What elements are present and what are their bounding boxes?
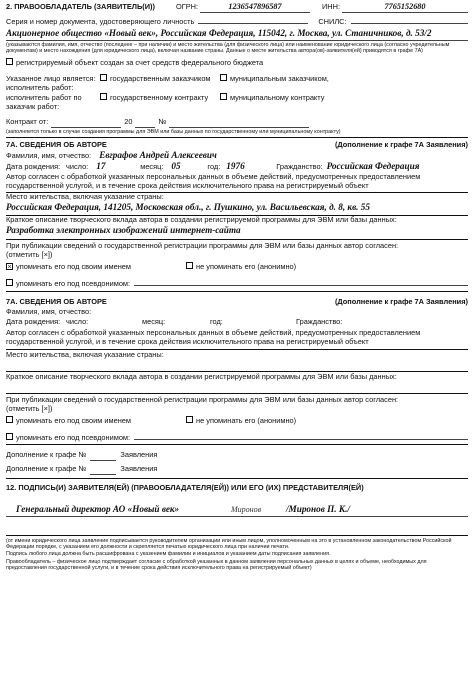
state-customer-checkbox[interactable] <box>100 74 107 81</box>
id-doc-field[interactable] <box>198 13 308 24</box>
author-name-label: Фамилия, имя, отчество: <box>6 150 92 160</box>
handwritten-signature: Миронов <box>230 505 262 515</box>
snils-field[interactable] <box>351 13 468 24</box>
author-section-title: 7А. СВЕДЕНИЯ ОБ АВТОРЕ <box>6 139 107 149</box>
supplement-label-1: Дополнение к графе № <box>6 450 87 460</box>
citizenship-label: Гражданство: <box>276 161 323 171</box>
citizenship-label: Гражданство: <box>296 316 343 326</box>
residence-field[interactable] <box>6 360 468 371</box>
residence-value[interactable]: Российская Федерация, 141205, Московская обл., г. Пушкино, ул. Васильевская, д. 8, кв. 55 <box>6 202 370 213</box>
contribution-label: Краткое описание творческого вклада автора в создании регистрируемой программы для ЭВМ или базы данных: <box>6 215 397 225</box>
dob-year-label: год: <box>210 316 223 326</box>
ogrn-value[interactable]: 1236547896587 <box>200 2 310 13</box>
contract-year-label: 20 <box>124 116 133 126</box>
signature-note-1: (от имени юридического лица заявление подписывается руководителем организации или иным лицом, уполномоченным на это в установленном законодательством Российской Федерации порядке, с указанием его должности и скрепляется печатью юридического лица при наличии печати. <box>6 538 452 551</box>
federal-budget-label: регистрируемый объект создан за счет средств федерального бюджета <box>16 58 264 68</box>
snils-label: СНИЛС: <box>318 17 347 26</box>
executor-contract-label: исполнитель работ по <box>6 92 82 102</box>
mark-hint: (отметить [×]) <box>6 250 53 260</box>
pseudonym-label: упоминать его под псевдонимом: <box>16 278 131 288</box>
consent-text: Автор согласен с обработкой указанных персональных данных в объеме действий, предусмотренных предоставлением государственной услугой, и в течение срока действия исключительного права на регистрируемый объект <box>6 328 421 347</box>
municipal-contract-label: муниципальному контракту <box>230 92 325 102</box>
dob-label: Дата рождения: <box>6 161 61 171</box>
pseudonym-label: упоминать его под псевдонимом: <box>16 432 131 442</box>
supplement-field-2[interactable] <box>90 465 116 475</box>
residence-label: Место жительства, включая указание страны: <box>6 350 164 360</box>
supplement-label-2: Дополнение к графе № <box>6 464 87 474</box>
supplement-word-1: Заявления <box>120 450 158 460</box>
publication-label: При публикации сведений о государственной регистрации программы для ЭВМ или базы данных автор согласен: <box>6 241 399 251</box>
state-contract-label: государственному контракту <box>110 92 209 102</box>
author-name-field[interactable] <box>91 308 468 317</box>
id-doc-label: Серия и номер документа, удостоверяющего личность <box>6 17 195 26</box>
contract-number-field[interactable] <box>169 118 309 128</box>
state-contract-checkbox[interactable] <box>100 93 107 100</box>
person-is-label: Указанное лицо является: <box>6 74 96 84</box>
own-name-label: упоминать его под своим именем <box>16 415 131 425</box>
ogrn-label: ОГРН: <box>176 2 199 11</box>
federal-budget-checkbox[interactable] <box>6 58 13 65</box>
pseudonym-field[interactable] <box>134 429 468 440</box>
author-name-value[interactable]: Евграфов Андрей Алексеевич <box>99 149 217 160</box>
contribution-field[interactable] <box>6 382 468 393</box>
municipal-customer-label: муниципальным заказчиком, <box>230 74 329 84</box>
contract-date-field[interactable] <box>51 118 121 128</box>
supplements-section <box>6 445 468 479</box>
dob-day-value[interactable]: 17 <box>96 160 106 171</box>
anonymous-checkbox[interactable] <box>186 416 193 423</box>
rightholder-name-address[interactable]: Акционерное общество «Новый век», Российская Федерация, 115042, г. Москва, ул. Станичников, д. 53/2 <box>6 27 432 38</box>
dob-day-label: число: <box>66 316 89 326</box>
signer-position[interactable]: Генеральный директор АО «Новый век» <box>16 504 180 515</box>
contract-date-label: Контракт от: <box>6 116 49 126</box>
municipal-customer-checkbox[interactable] <box>220 74 227 81</box>
supplement-field-1[interactable] <box>90 451 116 461</box>
own-name-checkbox[interactable]: × <box>7 264 12 272</box>
signature-note-3: Правообладатель – физическое лицо подтверждает согласие с обработкой указанных в данном заявлении персональных данных в целях и объеме, необходимых для предоставления государственной услуги, и в течение срока действия исключительного права на регистрируемый объект) <box>6 558 427 571</box>
author-section-addon: (Дополнение к графе 7А Заявления) <box>334 139 468 149</box>
contribution-value[interactable]: Разработка электронных изображений интернет-сайта <box>6 225 241 236</box>
author-section-addon: (Дополнение к графе 7А Заявления) <box>334 296 468 306</box>
supplement-word-2: Заявления <box>120 464 158 474</box>
rightholder-section <box>6 0 468 138</box>
dob-month-value[interactable]: 05 <box>171 160 181 171</box>
author-section-1 <box>6 138 468 292</box>
signature-note-2: Подпись любого лица должна быть расшифрована с указением фамилии и инициалов и указанием даты подписания заявления. <box>6 551 331 558</box>
pseudonym-checkbox[interactable] <box>6 433 13 440</box>
municipal-contract-checkbox[interactable] <box>220 93 227 100</box>
publication-label: При публикации сведений о государственной регистрации программы для ЭВМ или базы данных автор согласен: <box>6 394 399 404</box>
dob-month-label: месяц: <box>140 161 164 171</box>
dob-month-label: месяц: <box>142 316 166 326</box>
inn-label: ИНН: <box>322 2 341 11</box>
pseudonym-field[interactable] <box>134 275 468 286</box>
executor-label: исполнитель работ: <box>6 83 74 93</box>
pseudonym-checkbox[interactable] <box>6 279 13 286</box>
contract-hint: (заполняется только в случае создания программы для ЭВМ или базы данных по государственному или муниципальному контракту) <box>6 128 341 135</box>
own-name-checkbox[interactable] <box>6 416 13 423</box>
contribution-label: Краткое описание творческого вклада автора в создании регистрируемой программы для ЭВМ или базы данных: <box>6 372 397 382</box>
anonymous-label: не упоминать его (анонимно) <box>196 262 297 272</box>
state-customer-label: государственным заказчиком <box>110 74 211 84</box>
mark-hint: (отметить [×]) <box>6 403 53 413</box>
citizenship-value[interactable]: Российская Федерация <box>326 160 420 171</box>
contract-number-label: № <box>158 116 167 126</box>
residence-label: Место жительства, включая указание страны: <box>6 192 164 202</box>
section-title: 2. ПРАВООБЛАДАТЕЛЬ (ЗАЯВИТЕЛЬ(И)) <box>6 2 155 11</box>
dob-label: Дата рождения: <box>6 316 61 326</box>
consent-text: Автор согласен с обработкой указанных персональных данных в объеме действий, предусмотренных предоставлением государственной услугой, и в течение срока действия исключительного права на регистрируемый объект <box>6 171 421 190</box>
dob-day-label: число: <box>66 161 89 171</box>
anonymous-checkbox[interactable] <box>186 262 193 269</box>
signature-section-title: 12. ПОДПИСЬ(И) ЗАЯВИТЕЛЯ(ЕЙ) (ПРАВООБЛАДАТЕЛЯ(ЕЙ)) ИЛИ ЕГО (ИХ) ПРЕДСТАВИТЕЛЯ(ЕЙ) <box>6 483 364 493</box>
author-section-title: 7А. СВЕДЕНИЯ ОБ АВТОРЕ <box>6 296 107 306</box>
signer-name[interactable]: /Миронов П. К./ <box>286 504 350 515</box>
author-name-label: Фамилия, имя, отчество: <box>6 306 92 316</box>
author-section-2 <box>6 292 468 446</box>
inn-value[interactable]: 7765152680 <box>342 2 468 13</box>
dob-year-value[interactable]: 1976 <box>226 160 245 171</box>
signature-section <box>6 479 468 571</box>
rightholder-hint: (указываются фамилия, имя, отчество (последнее – при наличии) и место жительства (для физического лица) или наименование юридического лица (согласно учредительным документам) и место нахождения (для юридического лица), включая название страны. Данные о месте жительства автора(ов)-заявителя(ей) приводятся в графе 7А) <box>6 40 468 54</box>
customer-label: заказчик работ: <box>6 101 60 111</box>
anonymous-label: не упоминать его (анонимно) <box>196 415 297 425</box>
own-name-label: упоминать его под своим именем <box>16 262 131 272</box>
contract-year-field[interactable] <box>135 118 155 128</box>
dob-year-label: год: <box>207 161 221 171</box>
